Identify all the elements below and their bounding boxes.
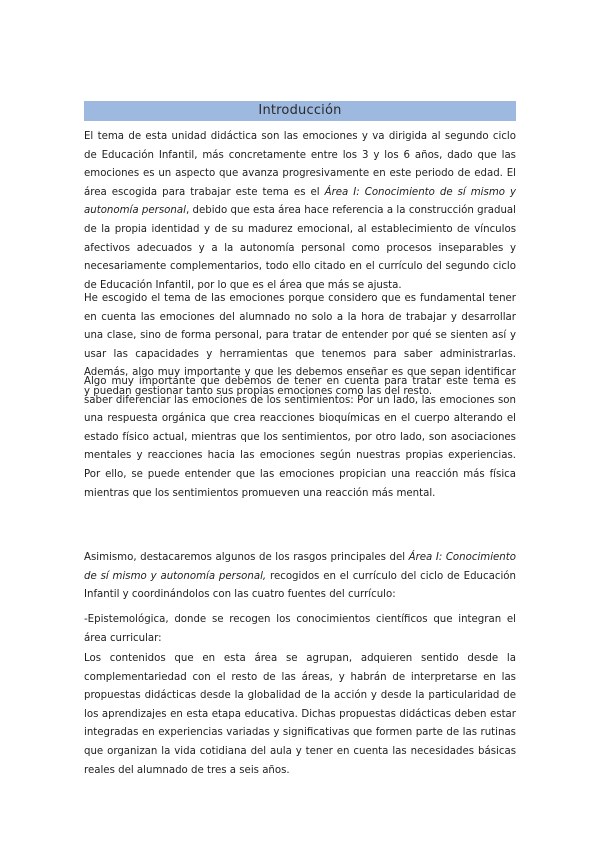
paragraph-emotions-feelings: Algo muy importante que debemos de tener en cuenta para tratar este tema es saber diferenciar las emociones de los sentimientos: Por un lado, las emociones son una respuesta orgánica que crea reacciones bioquímicas en el cuerpo alterando el estado físico actual, mientras que los sentimientos, por otro lado, son asociaciones mentales y reacciones hacia las emociones según nuestras propias experiencias. Por ello, se puede entender que las emociones propician una reacción más física mientras que los sentimientos promueven una reacción más mental. xyxy=(84,376,516,499)
paragraph-intro xyxy=(84,128,516,295)
paragraph-intro-area-title: Área I: Conocimiento de sí mismo y autonomía personal xyxy=(84,186,516,217)
paragraph-area-features-area-title: Área I: Conocimiento de sí mismo y autonomía personal, xyxy=(84,552,516,582)
section-heading: Introducción xyxy=(84,101,516,121)
paragraph-epistemological: -Epistemológica, donde se recogen los conocimientos científicos que integran el área curricular: xyxy=(84,614,516,644)
paragraph-intro-text-end: , debido que esta área hace referencia a la construcción gradual de la propia identidad y de su madurez emocional, al establecimiento de vínculos afectivos adecuados y a la autonomía personal como procesos inseparables y necesariamente complementarios, todo ello citado en el currículo del segundo ciclo de Educación Infantil, por lo que es el área que más se ajusta. xyxy=(84,205,516,291)
paragraph-intro-text-start: El tema de esta unidad didáctica son las emociones y va dirigida al segundo ciclo de Educación Infantil, más concretamente entre los 3 y los 6 años, dado que las emociones es un aspecto que avanza progresivamente en este periodo de edad. El área escogida para trabajar este tema es el xyxy=(84,131,516,198)
paragraph-area-features xyxy=(84,549,516,605)
paragraph-area-features-text-start: Asimismo, destacaremos algunos de los rasgos principales del xyxy=(84,552,409,563)
paragraph-motivation: He escogido el tema de las emociones porque considero que es fundamental tener en cuenta las emociones del alumnado no solo a la hora de trabajar y desarrollar una clase, sino de forma personal, para tratar de entender por qué se sienten así y usar las capacidades y herramientas que tenemos para saber administrarlas. Además, algo muy importante y que les debemos enseñar es que sepan identificar y puedan gestionar tanto sus propias emociones como las del resto. xyxy=(84,293,516,397)
paragraph-area-features-text-end: recogidos en el currículo del ciclo de Educación Infantil y coordinándolos con las cuatro fuentes del currículo: xyxy=(84,570,516,601)
paragraph-contents: Los contenidos que en esta área se agrupan, adquieren sentido desde la complementariedad con el resto de las áreas, y habrán de interpretarse en las propuestas didácticas desde la globalidad de la acción y desde la particularidad de los aprendizajes en esta etapa educativa. Dichas propuestas didácticas deben estar integradas en experiencias variadas y significativas que formen parte de las rutinas que organizan la vida cotidiana del aula y tener en cuenta las necesidades básicas reales del alumnado de tres a seis años. xyxy=(84,653,516,776)
